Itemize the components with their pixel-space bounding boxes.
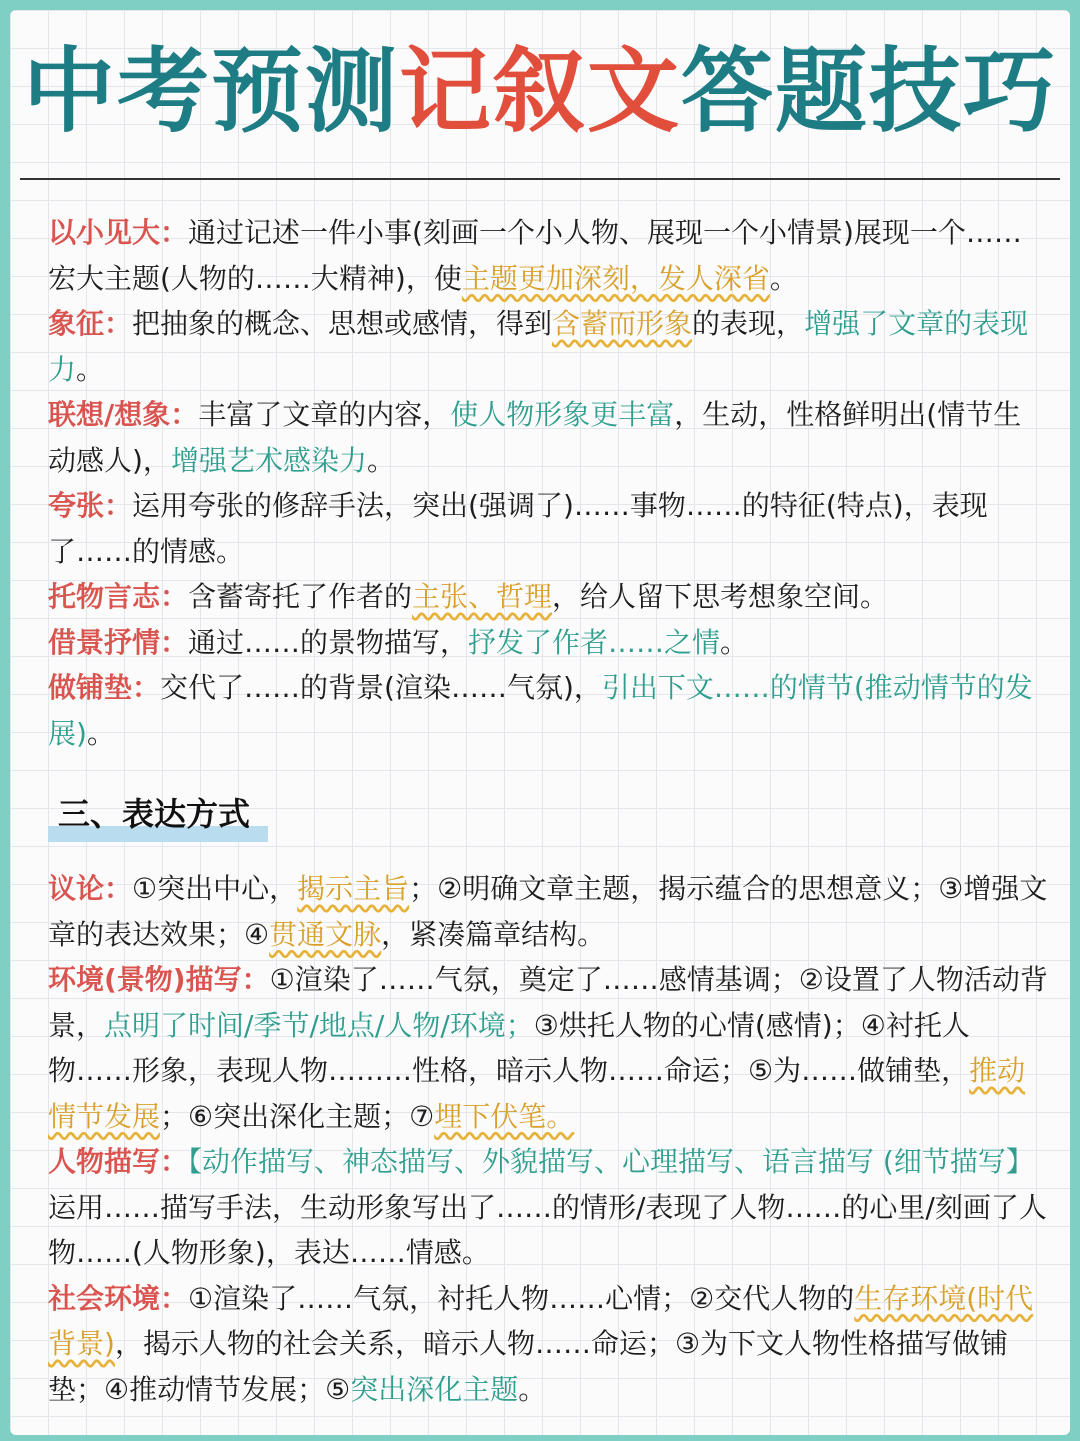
expression-item bbox=[48, 866, 1048, 957]
item-text: ；②明确文章主题，揭示蕴合的思想意义；③增强文章的表达效果；④ bbox=[48, 872, 1048, 951]
item-term: 以小见大： bbox=[48, 216, 189, 249]
item-term: 环境(景物)描写： bbox=[48, 963, 270, 996]
item-emphasis: 抒发了作者……之情 bbox=[468, 625, 721, 659]
technique-item bbox=[48, 483, 1048, 574]
item-highlight: 含蓄而形象 bbox=[552, 307, 693, 340]
technique-item bbox=[48, 665, 1048, 756]
item-text: ；⑥突出深化主题；⑦ bbox=[160, 1099, 435, 1133]
item-highlight: 主题更加深刻，发人深省 bbox=[461, 261, 770, 295]
poster-page bbox=[10, 10, 1070, 1435]
title-part-2: 记叙文 bbox=[398, 38, 681, 145]
item-text: 含蓄寄托了作者的 bbox=[188, 580, 413, 613]
item-term: 借景抒情： bbox=[48, 625, 189, 659]
item-text: 。 bbox=[86, 716, 115, 750]
technique-item bbox=[48, 574, 1048, 620]
item-emphasis: 使人物形象更丰富 bbox=[450, 398, 675, 431]
item-emphasis: 引出下文……的情节(推动情节的发展) bbox=[48, 671, 1033, 750]
section-heading-text: 三、表达方式 bbox=[58, 795, 251, 833]
technique-item bbox=[48, 392, 1048, 483]
item-text: 丰富了文章的内容， bbox=[198, 398, 451, 431]
item-text: 通过……的景物描写， bbox=[188, 625, 469, 659]
technique-item bbox=[48, 210, 1048, 301]
item-text: 。 bbox=[518, 1372, 547, 1406]
page-title bbox=[10, 32, 1070, 152]
item-text: ，给人留下思考想象空间。 bbox=[552, 580, 889, 613]
item-term: 做铺垫： bbox=[48, 671, 161, 704]
item-highlight: 推动情节发展 bbox=[48, 1054, 1026, 1133]
item-term: 象征： bbox=[48, 307, 133, 340]
item-term: 联想/想象： bbox=[48, 398, 199, 431]
item-text: ③烘托人物的心情(感情)；④衬托人物……形象，表现人物………性格，暗示人物……命运；⑤为……做铺垫， bbox=[48, 1008, 970, 1087]
item-highlight: 埋下伏笔。 bbox=[434, 1099, 575, 1133]
item-highlight: 贯通文脉 bbox=[269, 917, 382, 951]
item-highlight: 生存环境(时代背景) bbox=[48, 1281, 1034, 1360]
item-text: ①突出中心， bbox=[132, 872, 298, 905]
item-term: 托物言志： bbox=[48, 580, 189, 613]
item-emphasis: 增强艺术感染力 bbox=[170, 443, 367, 477]
item-text: 运用夸张的修辞手法，突出(强调了)……事物……的特征(特点)，表现了……的情感。 bbox=[48, 489, 988, 568]
item-text: 。 bbox=[366, 443, 395, 477]
item-term: 议论： bbox=[48, 872, 133, 905]
item-text: 交代了……的背景(渲染……气氛)， bbox=[160, 671, 602, 704]
item-text: ，揭示人物的社会关系，暗示人物……命运；③为下文人物性格描写做铺垫；④推动情节发展；⑤ bbox=[48, 1327, 1009, 1406]
item-text: ①渲染了……气氛，衬托人物……心情；②交代人物的 bbox=[188, 1281, 855, 1315]
item-emphasis: 【动作描写、神态描写、外貌描写、心理描写、语言描写 (细节描写】 bbox=[188, 1145, 1034, 1178]
item-text: 通过记述一件小事(刻画一个小人物、展现一个小情景)展现一个……宏大主题(人物的……大精神)，使 bbox=[48, 216, 1022, 295]
item-text: 。 bbox=[720, 625, 749, 659]
technique-item bbox=[48, 301, 1048, 392]
item-term: 人物描写： bbox=[48, 1145, 189, 1178]
item-emphasis: 突出深化主题 bbox=[350, 1372, 519, 1406]
item-text: 。 bbox=[769, 261, 798, 295]
technique-item bbox=[48, 620, 1048, 666]
item-text: 运用……描写手法，生动形象写出了……的情形/表现了人物……的心里/刻画了人物……(人物形象)，表达……情感。 bbox=[48, 1190, 1047, 1269]
item-emphasis: 增强了文章的表现力 bbox=[48, 307, 1029, 386]
item-text: 把抽象的概念、思想或感情，得到 bbox=[132, 307, 553, 340]
item-highlight: 主张、哲理 bbox=[412, 580, 553, 613]
title-part-1: 中考预测 bbox=[22, 38, 399, 145]
item-term: 夸张： bbox=[48, 489, 133, 522]
item-text: 。 bbox=[76, 352, 105, 386]
item-text: ，生动，性格鲜明出(情节生动感人)， bbox=[48, 398, 1022, 477]
title-part-3: 答题技巧 bbox=[681, 38, 1058, 145]
section-heading bbox=[48, 792, 268, 836]
expression-item bbox=[48, 957, 1048, 1139]
content-body bbox=[48, 210, 1048, 1412]
item-term: 社会环境： bbox=[48, 1281, 189, 1315]
item-text: ，紧凑篇章结构。 bbox=[381, 917, 606, 951]
expression-item bbox=[48, 1276, 1048, 1413]
item-text: 的表现， bbox=[692, 307, 805, 340]
item-emphasis: 点明了时间/季节/地点/人物/环境； bbox=[104, 1008, 534, 1042]
expression-item bbox=[48, 1139, 1048, 1276]
item-text: ①渲染了……气氛，奠定了……感情基调；②设置了人物活动背景， bbox=[48, 963, 1048, 1042]
section-expression bbox=[48, 756, 1048, 1412]
item-highlight: 揭示主旨 bbox=[297, 872, 410, 905]
title-divider bbox=[20, 178, 1060, 180]
